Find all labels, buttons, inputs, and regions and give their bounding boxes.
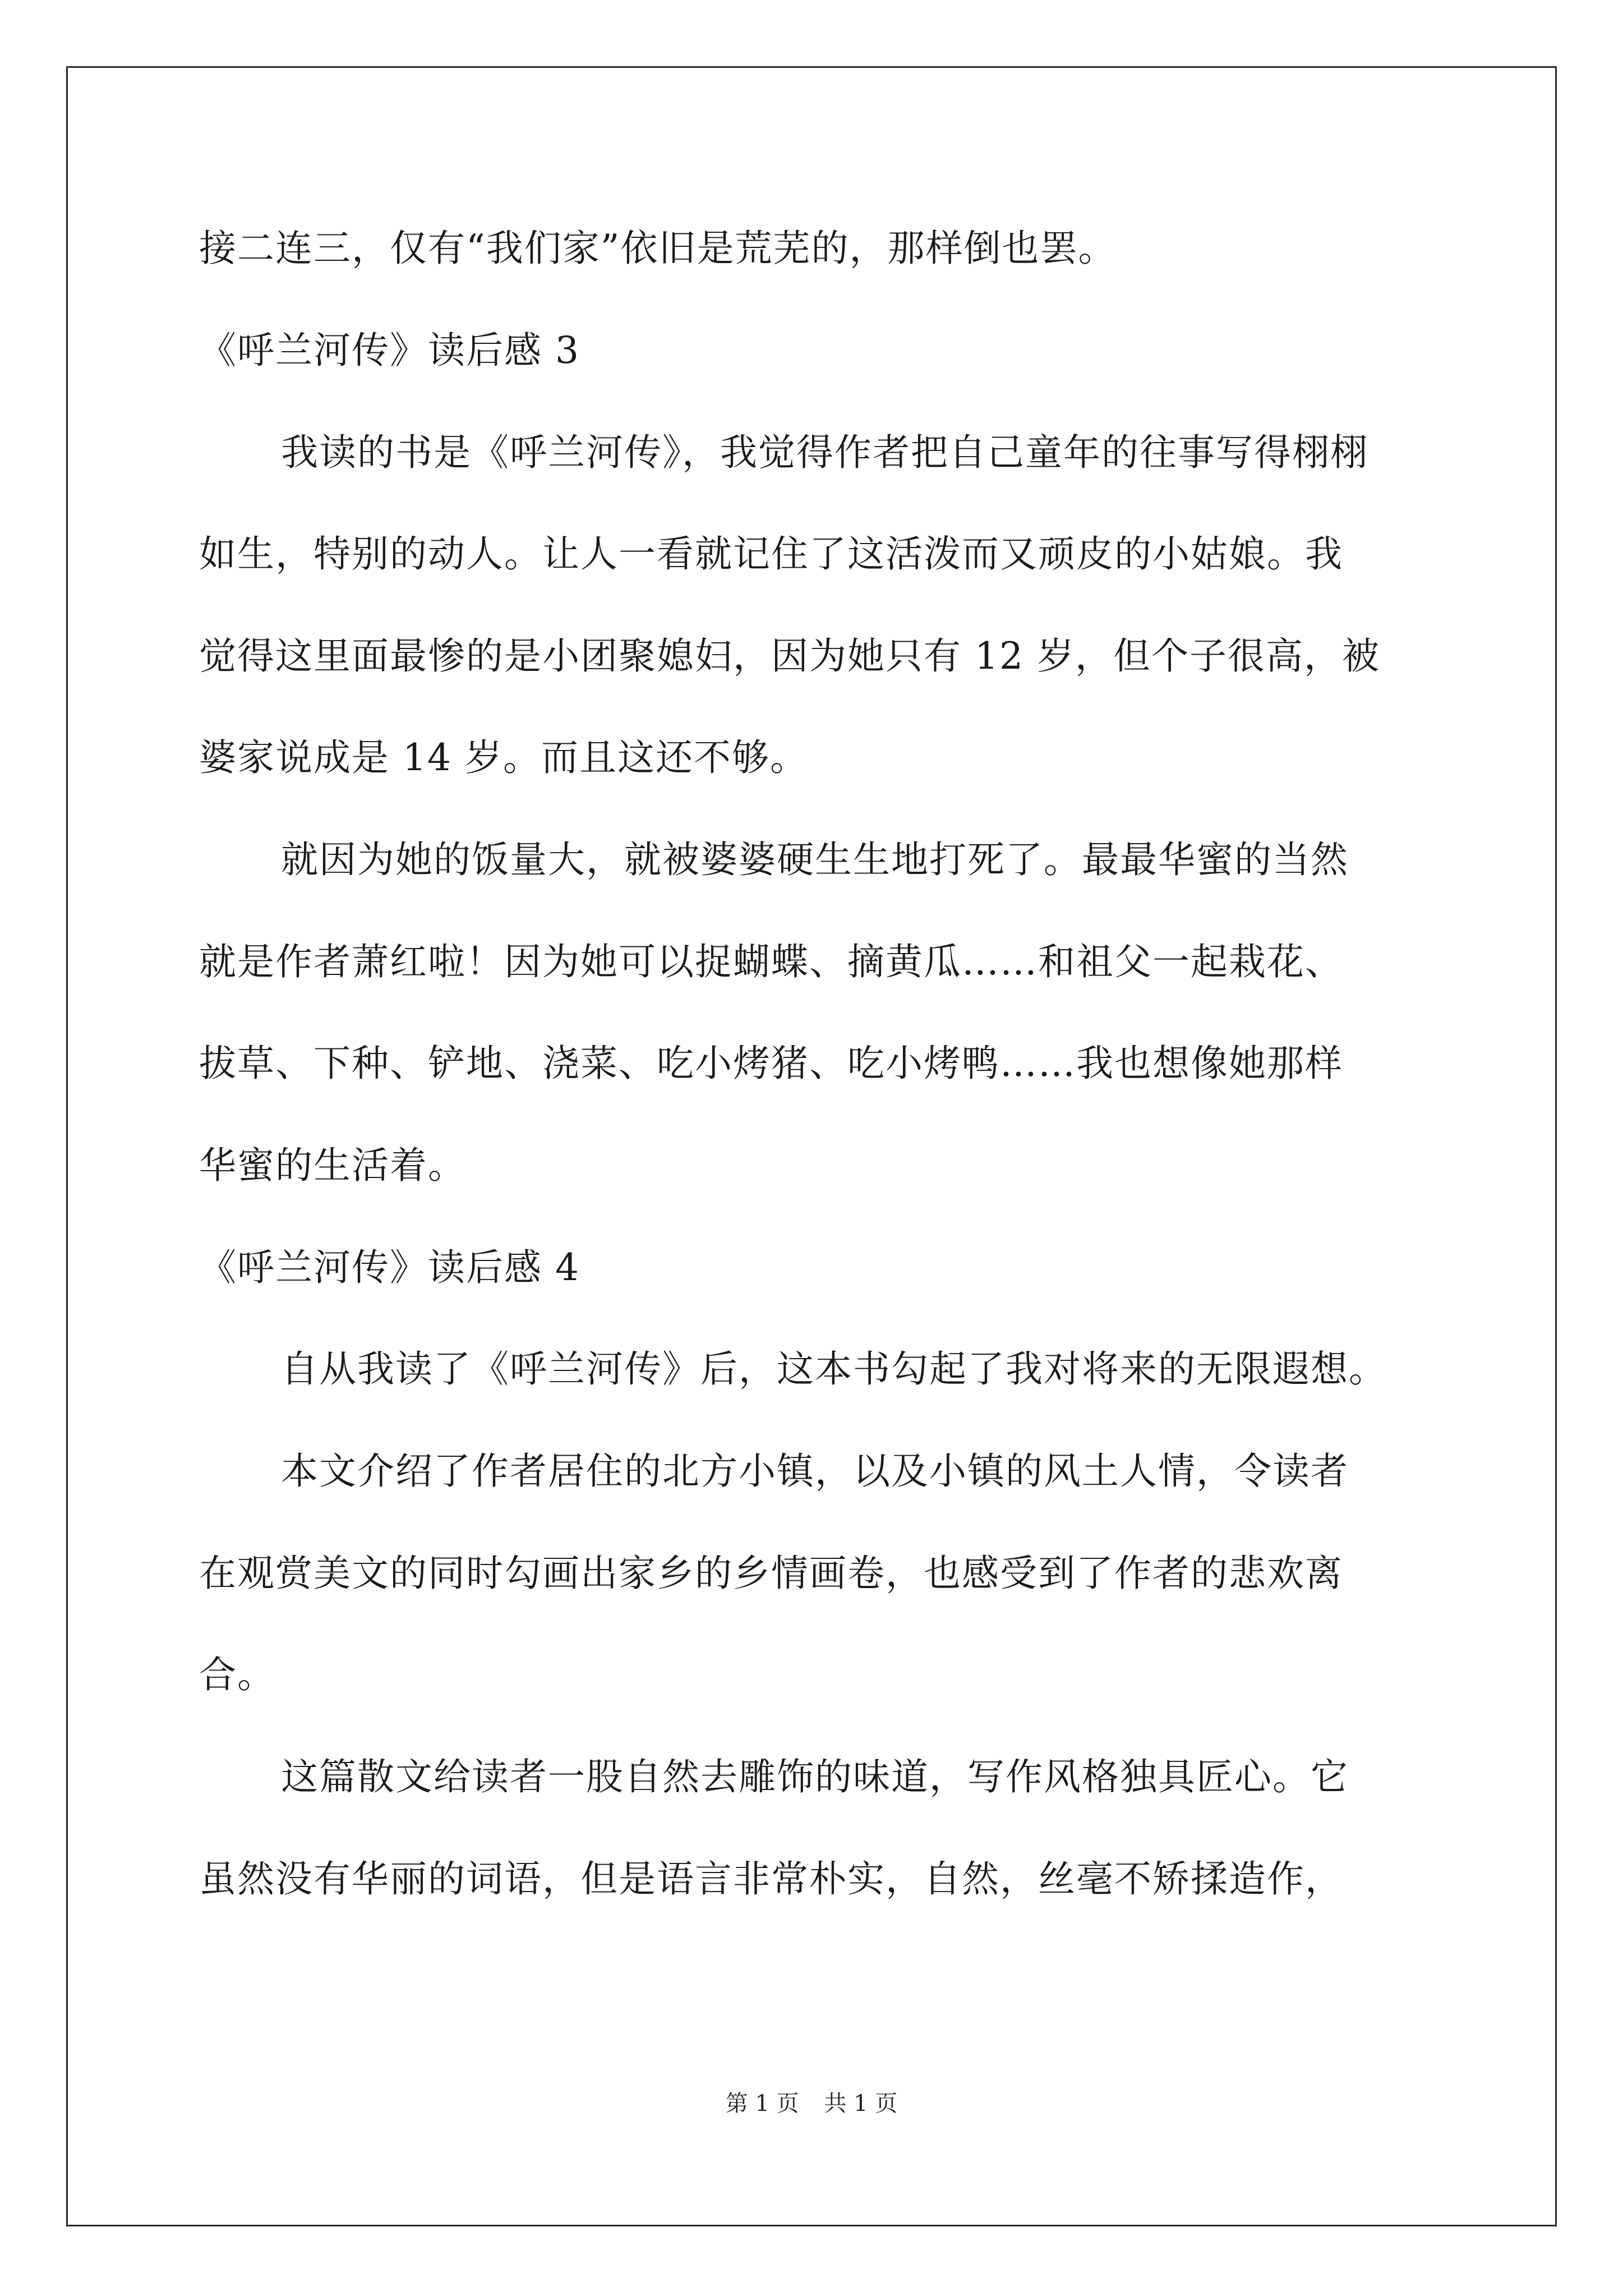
paragraph-line: 拔草、下种、铲地、浇菜、吃小烤猪、吃小烤鸭……我也想像她那样	[199, 1042, 1343, 1085]
paragraph-line: 自从我读了《呼兰河传》后，这本书勾起了我对将来的无限遐想。	[281, 1347, 1387, 1391]
page-total: 共 1 页	[824, 2091, 898, 2116]
paragraph-line: 就因为她的饭量大，就被婆婆硬生生地打死了。最最华蜜的当然	[281, 838, 1349, 881]
paragraph-line: 觉得这里面最惨的是小团聚媳妇，因为她只有 12 岁，但个子很高，被	[199, 634, 1380, 678]
paragraph-line: 就是作者萧红啦！因为她可以捉蝴蝶、摘黄瓜……和祖父一起栽花、	[199, 940, 1343, 983]
paragraph-line: 虽然没有华丽的词语，但是语言非常朴实，自然，丝毫不矫揉造作，	[199, 1857, 1343, 1901]
paragraph-line: 在观赏美文的同时勾画出家乡的乡情画卷，也感受到了作者的悲欢离	[199, 1552, 1343, 1595]
section-heading: 《呼兰河传》读后感 3	[199, 329, 580, 372]
paragraph-line: 华蜜的生活着。	[199, 1144, 466, 1187]
paragraph-line: 本文介绍了作者居住的北方小镇，以及小镇的风土人情，令读者	[281, 1450, 1349, 1493]
paragraph-line: 我读的书是《呼兰河传》，我觉得作者把自己童年的往事写得栩栩	[281, 431, 1368, 474]
paragraph-line: 接二连三，仅有“我们家”依旧是荒芜的，那样倒也罢。	[199, 227, 1117, 270]
paragraph-line: 合。	[199, 1653, 275, 1696]
section-heading: 《呼兰河传》读后感 4	[199, 1246, 580, 1289]
page-footer	[0, 2087, 1623, 2120]
paragraph-line: 如生，特别的动人。让人一看就记住了这活泼而又顽皮的小姑娘。我	[199, 532, 1343, 576]
paragraph-line: 这篇散文给读者一股自然去雕饰的味道，写作风格独具匠心。它	[281, 1755, 1349, 1798]
page-number: 第 1 页	[725, 2091, 799, 2116]
paragraph-line: 婆家说成是 14 岁。而且这还不够。	[199, 736, 808, 779]
